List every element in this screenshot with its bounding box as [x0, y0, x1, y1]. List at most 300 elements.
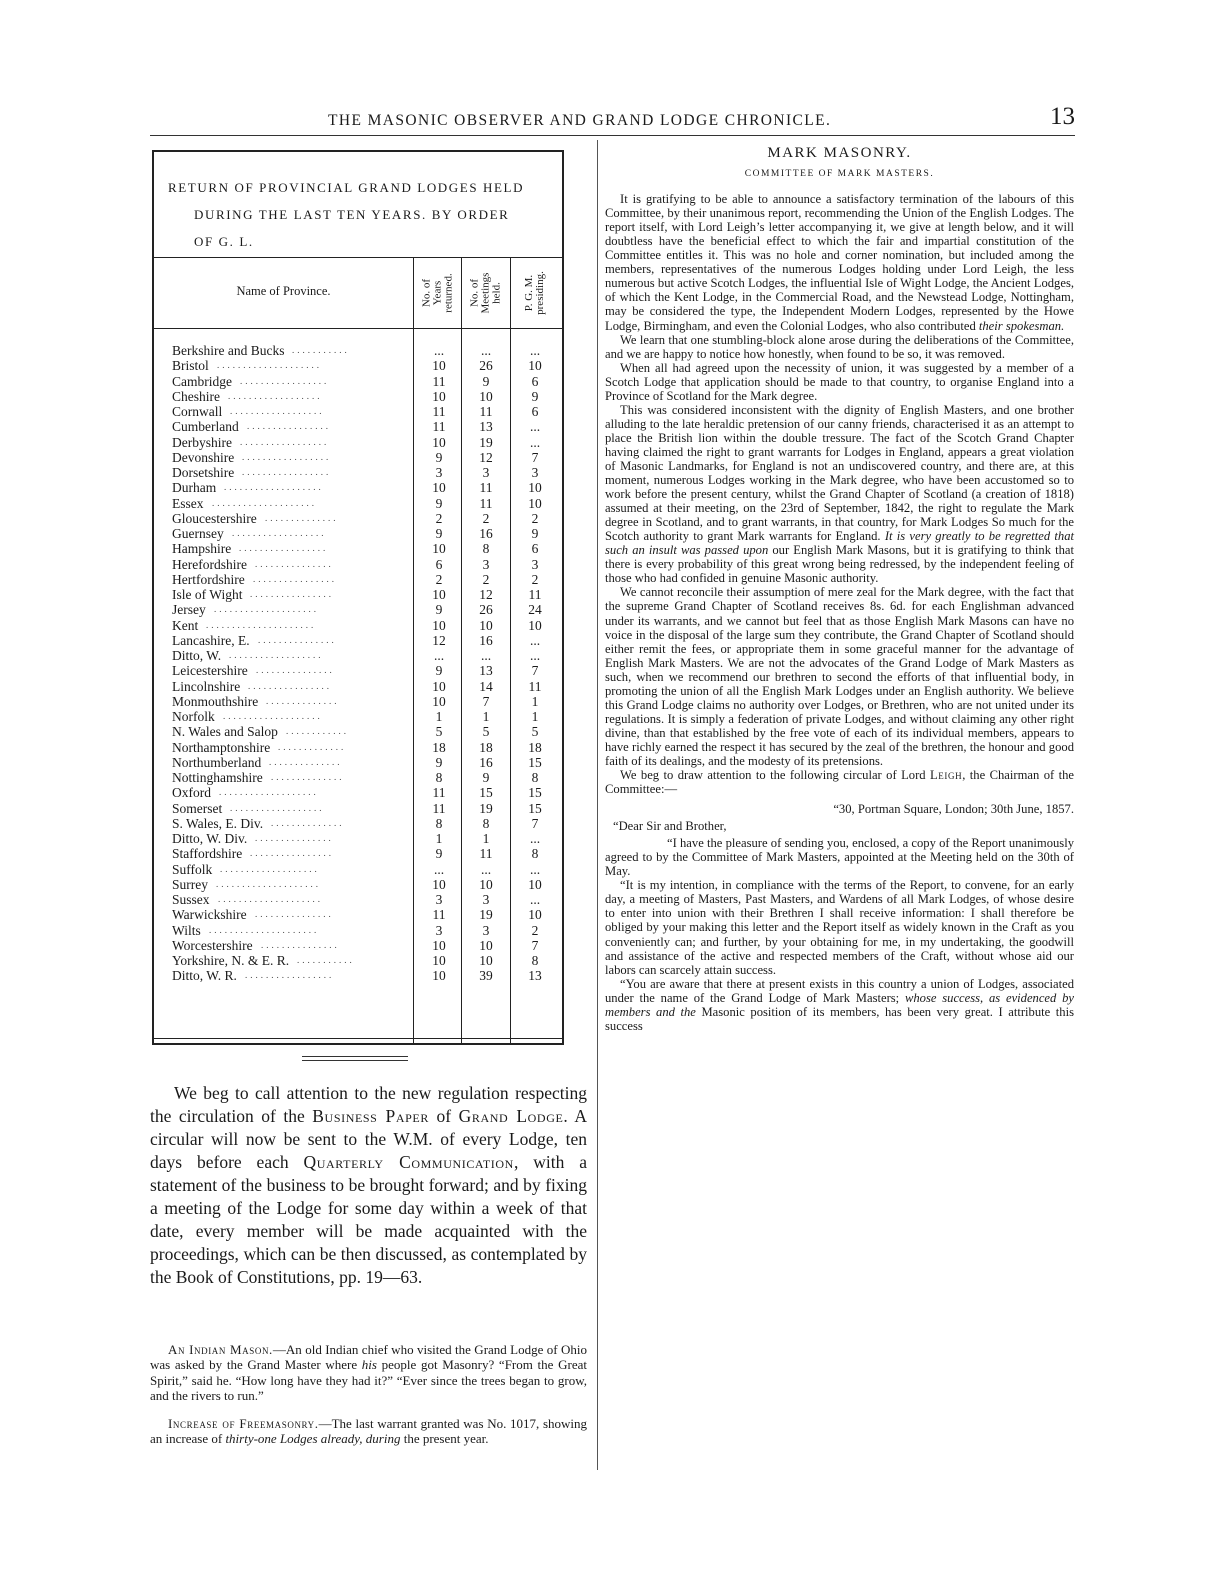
leader-dots: ............... [258, 634, 337, 645]
table-row [172, 679, 564, 694]
leader-dots: .............. [271, 772, 345, 782]
col-header-years [417, 260, 459, 326]
table-row [172, 618, 564, 633]
table-row [172, 648, 564, 663]
table-row [172, 694, 564, 709]
years-returned-cell: 10 [432, 587, 446, 602]
province-name: Leicestershire [172, 663, 248, 679]
col-header-pgm [514, 260, 556, 326]
letter-address: “30, Portman Square, London; 30th June, 1857. [833, 802, 1074, 817]
provincial-lodges-table [152, 150, 564, 1045]
table-row [172, 419, 564, 434]
meetings-held-cell: 8 [482, 541, 490, 557]
province-name: Surrey [172, 876, 208, 892]
province-name: Derbyshire [172, 434, 232, 450]
pgm-presiding-cell: 10 [528, 617, 542, 633]
table-row [172, 557, 564, 572]
leader-dots: ................ [253, 573, 337, 584]
years-returned-cell: 10 [432, 434, 446, 450]
pgm-presiding-cell: ... [529, 861, 541, 877]
leader-dots: ................. [240, 436, 330, 447]
pgm-presiding-cell: 15 [528, 800, 542, 816]
table-row [172, 907, 564, 922]
years-returned-cell: 2 [435, 510, 443, 526]
table-row [172, 862, 564, 877]
province-name: Lancashire, E. [172, 632, 250, 648]
leader-dots: ..................... [209, 924, 320, 935]
province-name: Guernsey [172, 526, 224, 541]
meetings-held-cell: 14 [479, 678, 493, 694]
years-returned-cell: ... [433, 861, 445, 877]
ornament-rule-1 [302, 1056, 408, 1057]
years-returned-cell: 12 [432, 632, 446, 648]
table-row [172, 663, 564, 678]
letter-p3-text: “You are aware that there at present exists in this country a union of Lodges, associated under the name of the Grand Lodge of Mark Masters; [605, 976, 1074, 1005]
table-row [172, 633, 564, 648]
pgm-presiding-cell: 6 [531, 404, 539, 419]
col-header-years-text: No. of Years returned. [420, 273, 455, 313]
article-title: MARK MASONRY. [767, 145, 912, 161]
years-returned-cell: 3 [435, 922, 443, 938]
meetings-held-cell: ... [480, 861, 492, 877]
pgm-presiding-cell: 7 [531, 663, 539, 679]
table-caption-line1: RETURN OF PROVINCIAL GRAND LODGES HELD [168, 180, 525, 195]
years-returned-cell: 1 [435, 831, 443, 846]
table-row [172, 846, 564, 861]
years-returned-cell: ... [433, 648, 445, 663]
table-row [172, 358, 564, 373]
header-rule [150, 135, 1075, 136]
meetings-held-cell: 10 [479, 937, 493, 953]
table-row [172, 602, 564, 617]
meetings-held-cell: 16 [479, 754, 493, 770]
table-row [172, 480, 564, 495]
meetings-held-cell: 8 [482, 815, 490, 831]
meetings-held-cell: 15 [479, 785, 493, 801]
leader-dots: .............. [271, 817, 345, 828]
notice-text-1: We beg to call attention to the new regulation respecting the circulation of the [150, 1083, 587, 1126]
meetings-held-cell: 3 [482, 465, 490, 480]
leader-dots: .................... [216, 878, 321, 889]
years-returned-cell: 11 [432, 907, 446, 923]
meetings-held-cell: 11 [479, 480, 493, 496]
years-returned-cell: 10 [432, 876, 446, 892]
pgm-presiding-cell: 10 [528, 480, 542, 496]
indian-mason-text-2: people got Masonry? “From the Great Spirit,” said he. “How long have they had it?” “Ever since the trees began to grow, and the rivers to run.” [150, 1357, 587, 1403]
meetings-held-cell: 5 [482, 724, 490, 740]
years-returned-cell: 11 [432, 404, 446, 419]
business-paper-notice [150, 1082, 587, 1289]
pgm-presiding-cell: 2 [531, 571, 539, 587]
table-row [172, 785, 564, 800]
years-returned-cell: 6 [435, 556, 443, 572]
article-paragraph-5: We cannot reconcile their assumption of mere zeal for the Mark degree, with the fact that the supreme Grand Chapter of Scotland receives 8s. 6d. for each Englishman advanced under its warrants, and we cannot but feel that as those English Mark Masons can have no voice in the disposal of the large sum they contribute, the Grand Chapter of Scotland should either remit the fees, or appropriate them in some graceful manner for the advantage of English Mark Masters. We are not the advocates of the Grand Lodge of Mark Masters as such, when we recommend our brethren to second the efforts of that influential body, in promoting the union of all the English Mark Lodges under an English authority. We believe this Grand Lodge claims no authority over Lodges, or Brethren, who are not united under its regulations. It is simply a federation of private Lodges, and without claiming any other right divine, than that established by the free vote of each of its individual members, appears to have richly earned the respect it has secured by the zeal of the brethren, the honour and good faith of its dealings, and the modesty of its pretensions. [605, 585, 1074, 768]
table-row [172, 877, 564, 892]
running-title: THE MASONIC OBSERVER AND GRAND LODGE CHRONICLE. [328, 112, 832, 129]
province-name: Hampshire [172, 541, 232, 557]
table-row [172, 740, 564, 755]
pgm-presiding-cell: 13 [528, 968, 542, 984]
years-returned-cell: 10 [432, 388, 446, 404]
province-name: Berkshire and Bucks [172, 343, 285, 358]
province-name: Somerset [172, 800, 223, 816]
table-row [172, 816, 564, 831]
pgm-presiding-cell: ... [529, 648, 541, 663]
years-returned-cell: 2 [435, 571, 443, 587]
meetings-held-cell: 26 [479, 602, 493, 618]
running-header [150, 103, 1075, 133]
province-name: Gloucestershire [172, 510, 257, 526]
table-row [172, 572, 564, 587]
meetings-held-cell: 10 [479, 617, 493, 633]
province-name: Cumberland [172, 419, 239, 435]
province-name: Suffolk [172, 861, 213, 877]
meetings-held-cell: 19 [479, 907, 493, 923]
meetings-held-cell: 11 [479, 846, 493, 862]
years-returned-cell: 5 [435, 724, 443, 740]
pgm-presiding-cell: ... [529, 892, 541, 907]
meetings-held-cell: 13 [479, 419, 493, 435]
article-p6-text-2: , the Chairman of the Committee:— [605, 768, 1074, 797]
years-returned-cell: 9 [435, 449, 443, 465]
province-name: Oxford [172, 785, 211, 801]
pgm-presiding-cell: ... [529, 343, 541, 358]
province-name: Northamptonshire [172, 739, 271, 755]
pgm-presiding-cell: 18 [528, 739, 542, 755]
table-body [172, 343, 564, 984]
pgm-presiding-cell: 6 [531, 373, 539, 389]
col-header-pgm-text: P. G. M. presiding. [523, 271, 546, 315]
article-paragraph-4 [605, 403, 1074, 586]
years-returned-cell: 9 [435, 754, 443, 770]
pgm-presiding-cell: 3 [531, 465, 539, 480]
meetings-held-cell: 9 [482, 770, 490, 785]
leader-dots: ............... [255, 833, 334, 843]
notice-text-4: , with a statement of the business to be brought forward; and by fixing a meeting of the Lodge for some day within a week of that date, every member will be made acquainted with the proceedings, which can be then discussed, as contemplated by the Book of Constitutions, pp. 19—63. [150, 1152, 587, 1287]
table-row [172, 526, 564, 541]
years-returned-cell: 9 [435, 663, 443, 679]
leader-dots: .................... [217, 360, 322, 371]
article-p6-text: We beg to draw attention to the following circular of Lord [620, 768, 931, 783]
ornament-rule-2 [302, 1060, 408, 1061]
article-p1-text: It is gratifying to be able to announce a satisfactory termination of the labours of this Committee, by their unanimous report, recommending the Union of the English Lodges. The report itself, with Lord Leigh’s letter accompanying it, we give at length below, and it will doubtless have the beneficial effect to which the fair and impartial constitution of the Committee entitles it. This was no hole and corner nomination, but included among the members, representatives of the numerous Lodges holding under Lord Leigh, the less numerous but active Scotch Lodges, the influential Isle of Wight Lodge, the Ancient Lodges, of which the Kent Lodge, in the Commercial Road, and the Newstead Lodge, Nottingham, may be considered the type, the Independent Modern Lodges, represented by the Howe Lodge, Birmingham, and even the Colonial Lodges, who also contributed [605, 192, 1074, 333]
table-row [172, 709, 564, 724]
province-name: Ditto, W. [172, 648, 222, 663]
increase-note [150, 1416, 587, 1447]
leader-dots: ................... [220, 863, 320, 874]
meetings-held-cell: 26 [479, 358, 493, 374]
province-name: Herefordshire [172, 556, 247, 572]
article-paragraph-2: We learn that one stumbling-block alone arose during the deliberations of the Committee, and we are happy to notice how honestly, when found to be so, it was removed. [605, 332, 1074, 361]
meetings-held-cell: 3 [482, 556, 490, 572]
years-returned-cell: 1 [435, 709, 443, 724]
meetings-held-cell: 12 [479, 449, 493, 465]
meetings-held-cell: 39 [479, 968, 493, 984]
leader-dots: ................ [247, 421, 331, 432]
letter-p3-emphasis: whose success, as evidenced by members and the [605, 990, 1075, 1019]
col-header-meetings [465, 260, 507, 326]
indian-mason-heading: An Indian Mason. [168, 1342, 273, 1357]
article-subtitle: COMMITTEE OF MARK MASTERS. [744, 169, 935, 180]
province-name: Hertfordshire [172, 571, 245, 587]
years-returned-cell: 11 [432, 373, 446, 389]
province-name: Warwickshire [172, 907, 247, 923]
pgm-presiding-cell: 2 [531, 922, 539, 938]
leader-dots: .................. [228, 390, 323, 401]
meetings-held-cell: 2 [482, 510, 490, 526]
years-returned-cell: 9 [435, 495, 443, 511]
years-returned-cell: 10 [432, 480, 446, 496]
years-returned-cell: 10 [432, 358, 446, 374]
years-returned-cell: 11 [432, 785, 446, 801]
years-returned-cell: 10 [432, 953, 446, 968]
notice-paragraph [150, 1082, 587, 1289]
leader-dots: ................... [224, 482, 324, 493]
province-name: Staffordshire [172, 846, 243, 862]
pgm-presiding-cell: 5 [531, 724, 539, 740]
pgm-presiding-cell: 10 [528, 907, 542, 923]
pgm-presiding-cell: ... [529, 632, 541, 648]
province-name: Bristol [172, 358, 209, 374]
article-p4-emphasis: It is very greatly to be regretted that such an insult was passed upon [605, 529, 1074, 558]
meetings-held-cell: 10 [479, 876, 493, 892]
article-p4-text-2: our English Mark Masons, but it is gratifying to think that there is every probability of this great wrong being redressed, by the independent feeling of those who had confided in genuine Masonic authority. [605, 543, 1075, 586]
table-caption-line2: DURING THE LAST TEN YEARS. BY ORDER [194, 207, 510, 222]
table-row [172, 953, 564, 968]
article-p1-emphasis: their spokesman. [978, 318, 1065, 333]
leader-dots: .............. [266, 695, 340, 706]
letter-paragraph-2: “It is my intention, in compliance with the terms of the Report, to convene, for an early day, a meeting of Masters, Past Masters, and Wardens of all Mark Lodges, of whose desire to enter into union with their Brethren I shall receive information: I shall therefore be obliged by your making this letter and the Report itself as widely known in the Craft as you conveniently can; and further, by your obtaining for me, in my undertaking, the goodwill and assistance of the active and respected members of the Craft, without whose aid our labors can scarcely attain success. [605, 878, 1074, 977]
pgm-presiding-cell: 8 [531, 846, 539, 862]
leader-dots: ................ [250, 589, 334, 599]
table-bottom-rule [154, 1038, 562, 1039]
province-name: Cheshire [172, 388, 220, 404]
province-name: Ditto, W. Div. [172, 831, 248, 846]
leader-dots: ............... [261, 939, 340, 950]
table-row [172, 923, 564, 938]
indian-mason-emphasis: his [361, 1357, 377, 1373]
leader-dots: ..................... [206, 619, 317, 630]
meetings-held-cell: ... [480, 648, 492, 663]
years-returned-cell: 8 [435, 770, 443, 785]
leader-dots: ................. [245, 970, 335, 981]
pgm-presiding-cell: 1 [531, 709, 539, 724]
meetings-held-cell: 1 [482, 709, 490, 724]
leader-dots: .................... [218, 894, 323, 904]
leader-dots: ............... [255, 558, 334, 569]
leader-dots: ............ [286, 726, 349, 737]
province-name: Monmouthshire [172, 693, 259, 709]
leader-dots: ........... [292, 345, 350, 355]
table-row [172, 404, 564, 419]
meetings-held-cell: 12 [479, 587, 493, 602]
pgm-presiding-cell: 7 [531, 449, 539, 465]
col-header-province: Name of Province. [236, 284, 331, 298]
meetings-held-cell: 7 [482, 693, 490, 709]
years-returned-cell: 9 [435, 602, 443, 618]
article-p6-leigh: Leigh [930, 768, 963, 783]
province-name: Dorsetshire [172, 465, 235, 480]
pgm-presiding-cell: 6 [531, 541, 539, 557]
leader-dots: ................. [239, 543, 329, 554]
notice-text-3: . A circular will now be sent to the W.M. of every Lodge, ten days before each [150, 1106, 587, 1172]
years-returned-cell: 9 [435, 526, 443, 541]
leader-dots: ................... [223, 711, 323, 721]
pgm-presiding-cell: 3 [531, 556, 539, 572]
province-name: Wilts [172, 922, 201, 938]
meetings-held-cell: 19 [479, 800, 493, 816]
table-row [172, 587, 564, 602]
table-row [172, 435, 564, 450]
province-name: Ditto, W. R. [172, 968, 237, 984]
page-number: 13 [1050, 103, 1075, 130]
meetings-held-cell: ... [480, 343, 492, 358]
pgm-presiding-cell: ... [529, 831, 541, 846]
pgm-presiding-cell: 7 [531, 815, 539, 831]
province-name: S. Wales, E. Div. [172, 815, 264, 831]
leader-dots: .................. [232, 528, 327, 538]
years-returned-cell: 11 [432, 419, 446, 435]
letter-paragraph-3 [605, 977, 1074, 1033]
increase-heading: Increase of Freemasonry. [168, 1416, 319, 1432]
pgm-presiding-cell: ... [529, 434, 541, 450]
years-returned-cell: 10 [432, 968, 446, 984]
meetings-held-cell: 18 [479, 739, 493, 755]
province-name: Essex [172, 495, 204, 511]
table-row [172, 541, 564, 556]
province-name: Worcestershire [172, 937, 253, 953]
leader-dots: .................... [212, 497, 317, 508]
years-returned-cell: 11 [432, 800, 446, 816]
article-p4-text: This was considered inconsistent with the dignity of English Masters, and one brother alluding to the late heraldic pretension of our canny friends, characterised it as an attempt to place the British lion within the double tressure. The fact of the Scotch Grand Chapter having claimed the right to grant warrants for Lodges in England, appears a great violation of Masonic Landmarks, for England is not an undiscovered country, and there are, at this moment, numerous Lodges working in the Mark degree, who have been accustomed so to work before the present century, whilst the Grand Chapter of Scotland (a creation of 1818) assumed at their meeting, on the 23rd of September, 1842, the right to regulate the Mark degree in Scotland, and to grant warrants, in that country, for Mark Lodges So much for the Scotch authority to grant Mark warrants for England. [605, 402, 1074, 544]
years-returned-cell: 3 [435, 892, 443, 907]
pgm-presiding-cell: 9 [531, 526, 539, 541]
table-row [172, 343, 564, 358]
pgm-presiding-cell: ... [529, 419, 541, 435]
leader-dots: .................. [230, 802, 325, 813]
province-name: Cornwall [172, 404, 223, 419]
letter-salutation: “Dear Sir and Brother, [613, 819, 727, 834]
pgm-presiding-cell: 11 [528, 587, 542, 602]
short-notes [150, 1342, 587, 1460]
increase-text-1: —The last warrant granted was No. 1017, showing an increase of [150, 1416, 588, 1447]
meetings-held-cell: 16 [479, 632, 493, 648]
province-name: Nottinghamshire [172, 770, 263, 785]
notice-text-2: of [428, 1106, 459, 1126]
leader-dots: .................. [230, 406, 325, 416]
table-row [172, 465, 564, 480]
leader-dots: ................... [219, 787, 319, 798]
mark-masonry-article [605, 146, 1074, 1033]
leader-dots: ................ [250, 848, 334, 859]
leader-dots: ............. [278, 741, 347, 752]
meetings-held-cell: 10 [479, 953, 493, 968]
pgm-presiding-cell: 8 [531, 770, 539, 785]
notice-business-paper: Business Paper [312, 1106, 429, 1126]
meetings-held-cell: 19 [479, 434, 493, 450]
years-returned-cell: 10 [432, 693, 446, 709]
leader-dots: .................... [214, 604, 319, 615]
table-row [172, 389, 564, 404]
leader-dots: ........... [297, 955, 355, 965]
leader-dots: .................. [229, 650, 324, 660]
years-returned-cell: 10 [432, 541, 446, 557]
table-row [172, 374, 564, 389]
province-name: Durham [172, 480, 217, 496]
province-name: Sussex [172, 892, 210, 907]
leader-dots: .............. [269, 756, 343, 767]
table-row [172, 496, 564, 511]
table-row [172, 801, 564, 816]
indian-mason-note [150, 1342, 587, 1403]
pgm-presiding-cell: 1 [531, 693, 539, 709]
meetings-held-cell: 3 [482, 892, 490, 907]
pgm-presiding-cell: 10 [528, 876, 542, 892]
col-header-meetings-text: No. of Meetings held. [468, 272, 503, 314]
table-row [172, 724, 564, 739]
notice-quarterly-communication: Quarterly Communication [303, 1152, 514, 1172]
pgm-presiding-cell: 7 [531, 937, 539, 953]
pgm-presiding-cell: 2 [531, 510, 539, 526]
notice-grand-lodge: Grand Lodge [458, 1106, 564, 1126]
years-returned-cell: ... [433, 343, 445, 358]
table-row [172, 770, 564, 785]
meetings-held-cell: 9 [482, 373, 490, 389]
province-name: Lincolnshire [172, 678, 241, 694]
province-name: Yorkshire, N. & E. R. [172, 953, 290, 968]
meetings-held-cell: 10 [479, 388, 493, 404]
column-divider [597, 140, 598, 1470]
leader-dots: ................. [242, 451, 332, 462]
article-paragraph-6 [605, 768, 1074, 796]
table-header-top-rule [154, 257, 562, 258]
leader-dots: ............... [256, 665, 335, 676]
letter-p3-text-2: Masonic position of its members, has been very great. I attribute this success [605, 1004, 1074, 1033]
table-row [172, 450, 564, 465]
province-name: Kent [172, 617, 199, 633]
table-caption [168, 174, 558, 255]
pgm-presiding-cell: 10 [528, 495, 542, 511]
table-row [172, 831, 564, 846]
increase-emphasis: thirty-one Lodges already, during [225, 1431, 401, 1447]
leader-dots: .............. [265, 512, 339, 523]
leader-dots: ................ [248, 680, 332, 691]
years-returned-cell: 3 [435, 465, 443, 480]
pgm-presiding-cell: 11 [528, 678, 542, 694]
meetings-held-cell: 11 [479, 495, 493, 511]
province-name: Cambridge [172, 373, 232, 389]
table-row [172, 938, 564, 953]
meetings-held-cell: 1 [482, 831, 490, 846]
meetings-held-cell: 3 [482, 922, 490, 938]
years-returned-cell: 8 [435, 815, 443, 831]
table-row [172, 968, 564, 983]
indian-mason-text-1: —An old Indian chief who visited the Grand Lodge of Ohio was asked by the Grand Master where [150, 1342, 588, 1373]
table-caption-line3: OF G. L. [194, 234, 254, 249]
pgm-presiding-cell: 15 [528, 785, 542, 801]
table-row [172, 755, 564, 770]
province-name: Devonshire [172, 449, 235, 465]
years-returned-cell: 9 [435, 846, 443, 862]
province-name: Norfolk [172, 709, 215, 724]
leader-dots: ................. [242, 467, 332, 477]
meetings-held-cell: 13 [479, 663, 493, 679]
table-header-bottom-rule [154, 328, 562, 329]
pgm-presiding-cell: 10 [528, 358, 542, 374]
pgm-presiding-cell: 8 [531, 953, 539, 968]
years-returned-cell: 10 [432, 617, 446, 633]
meetings-held-cell: 2 [482, 571, 490, 587]
